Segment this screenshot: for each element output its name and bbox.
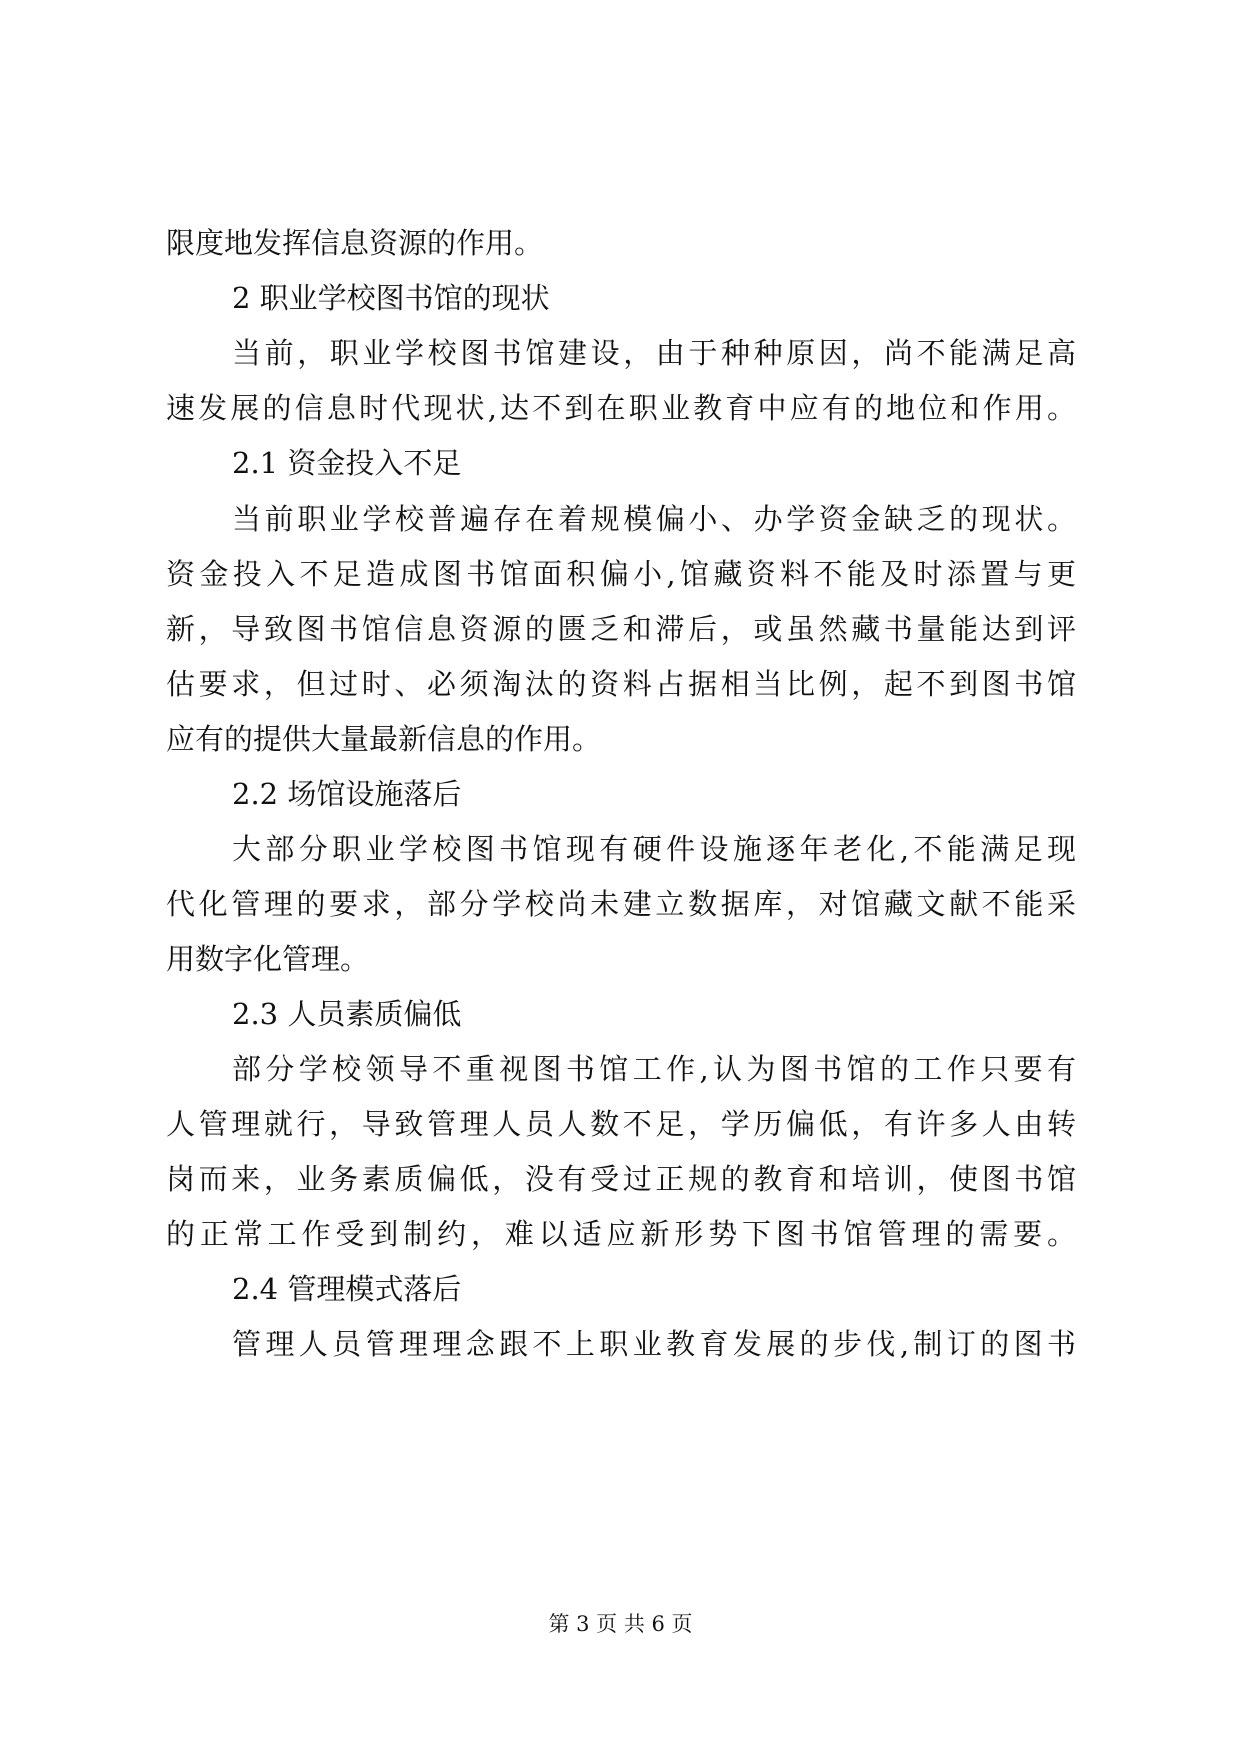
- subsection-heading: 2.3 人员素质偏低: [232, 997, 462, 1031]
- paragraph-line: 新，导致图书馆信息资源的匮乏和滞后，或虽然藏书量能达到评: [166, 612, 1076, 646]
- section-heading: 2 职业学校图书馆的现状: [232, 281, 550, 315]
- paragraph-line: 资金投入不足造成图书馆面积偏小,馆藏资料不能及时添置与更: [166, 557, 1076, 591]
- paragraph-line: 大部分职业学校图书馆现有硬件设施逐年老化,不能满足现: [232, 832, 1076, 866]
- paragraph-line: 当前，职业学校图书馆建设，由于种种原因，尚不能满足高: [232, 336, 1076, 370]
- paragraph-line: 速发展的信息时代现状,达不到在职业教育中应有的地位和作用。: [166, 391, 1076, 425]
- page-number-footer: 第 3 页 共 6 页: [548, 1612, 693, 1636]
- paragraph-line: 管理人员管理理念跟不上职业教育发展的步伐,制订的图书: [232, 1327, 1076, 1361]
- paragraph-line: 限度地发挥信息资源的作用。: [166, 226, 544, 260]
- paragraph-line: 用数字化管理。: [166, 942, 370, 976]
- subsection-heading: 2.1 资金投入不足: [232, 446, 462, 480]
- paragraph-line: 人管理就行，导致管理人员人数不足，学历偏低，有许多人由转: [166, 1107, 1076, 1141]
- paragraph-line: 部分学校领导不重视图书馆工作,认为图书馆的工作只要有: [232, 1052, 1076, 1086]
- paragraph-line: 估要求，但过时、必须淘汰的资料占据相当比例，起不到图书馆: [166, 667, 1076, 701]
- paragraph-line: 的正常工作受到制约，难以适应新形势下图书馆管理的需要。: [166, 1217, 1076, 1251]
- subsection-heading: 2.2 场馆设施落后: [232, 777, 462, 811]
- paragraph-line: 岗而来，业务素质偏低，没有受过正规的教育和培训，使图书馆: [166, 1162, 1076, 1196]
- paragraph-line: 当前职业学校普遍存在着规模偏小、办学资金缺乏的现状。: [232, 502, 1076, 536]
- paragraph-line: 代化管理的要求，部分学校尚未建立数据库，对馆藏文献不能采: [166, 887, 1076, 921]
- paragraph-line: 应有的提供大量最新信息的作用。: [166, 722, 602, 756]
- subsection-heading: 2.4 管理模式落后: [232, 1272, 462, 1306]
